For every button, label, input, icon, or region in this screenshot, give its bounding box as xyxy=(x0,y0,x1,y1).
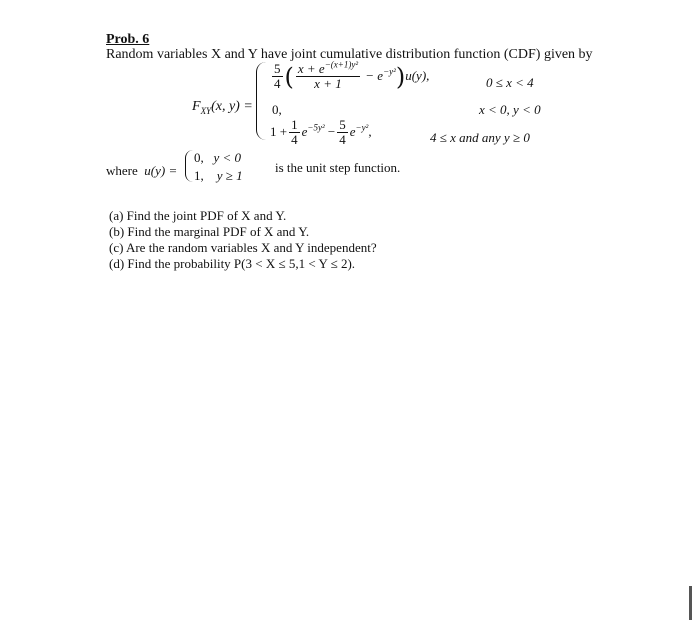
case-2-condition: x < 0, y < 0 xyxy=(479,102,541,117)
cases-brace xyxy=(256,62,269,140)
question-list xyxy=(109,208,377,272)
case-1-fraction: $\frac{x + e^{-(x+1)y^2}}{x + 1}$ xyxy=(297,59,359,92)
case-1-coefficient: $\frac{5}{4}$ xyxy=(274,61,281,92)
unit-step-case-1: 0, y < 0 xyxy=(194,150,242,165)
problem-intro: Random variables X and Y have joint cumulative distribution function (CDF) given by xyxy=(106,47,593,62)
question-a: (a) Find the joint PDF of X and Y. xyxy=(109,208,287,223)
unit-step-line: where u(y) = xyxy=(106,163,178,178)
question-d: (d) Find the probability P(3 < X ≤ 5,1 < Y ≤ 2). xyxy=(109,256,356,271)
problem-title: Prob. 6 xyxy=(106,32,150,47)
case-3-expression: 1 + $\frac{1}{4}$ $e^{-5y^2}$ − $\frac{5}{4}$ $e^{-y^2}$, xyxy=(270,117,372,148)
case-1-condition: 0 ≤ x < 4 xyxy=(486,75,534,90)
question-c: (c) Are the random variables X and Y independent? xyxy=(109,240,377,255)
unit-step-case-2: 1, y ≥ 1 xyxy=(194,168,243,183)
cdf-symbol: F xyxy=(192,99,201,114)
case-1-expression: $\frac{5}{4}$ ( $\frac{x + e^{-(x+1)y^2}}{x + 1}$ − $e^{-y^2})u(y)$, xyxy=(274,59,430,92)
case-3-condition: 4 ≤ x and any y ≥ 0 xyxy=(430,130,530,145)
cdf-args: (x, y) = xyxy=(211,99,253,114)
case-2-expression: 0, xyxy=(272,102,282,117)
unit-step-description: is the unit step function. xyxy=(275,160,401,175)
unit-step-brace xyxy=(185,150,194,182)
question-b: (b) Find the marginal PDF of X and Y. xyxy=(109,224,310,239)
cdf-lhs xyxy=(192,99,253,116)
cdf-subscript: XY xyxy=(200,105,212,116)
vertical-scrollbar[interactable] xyxy=(689,586,692,620)
